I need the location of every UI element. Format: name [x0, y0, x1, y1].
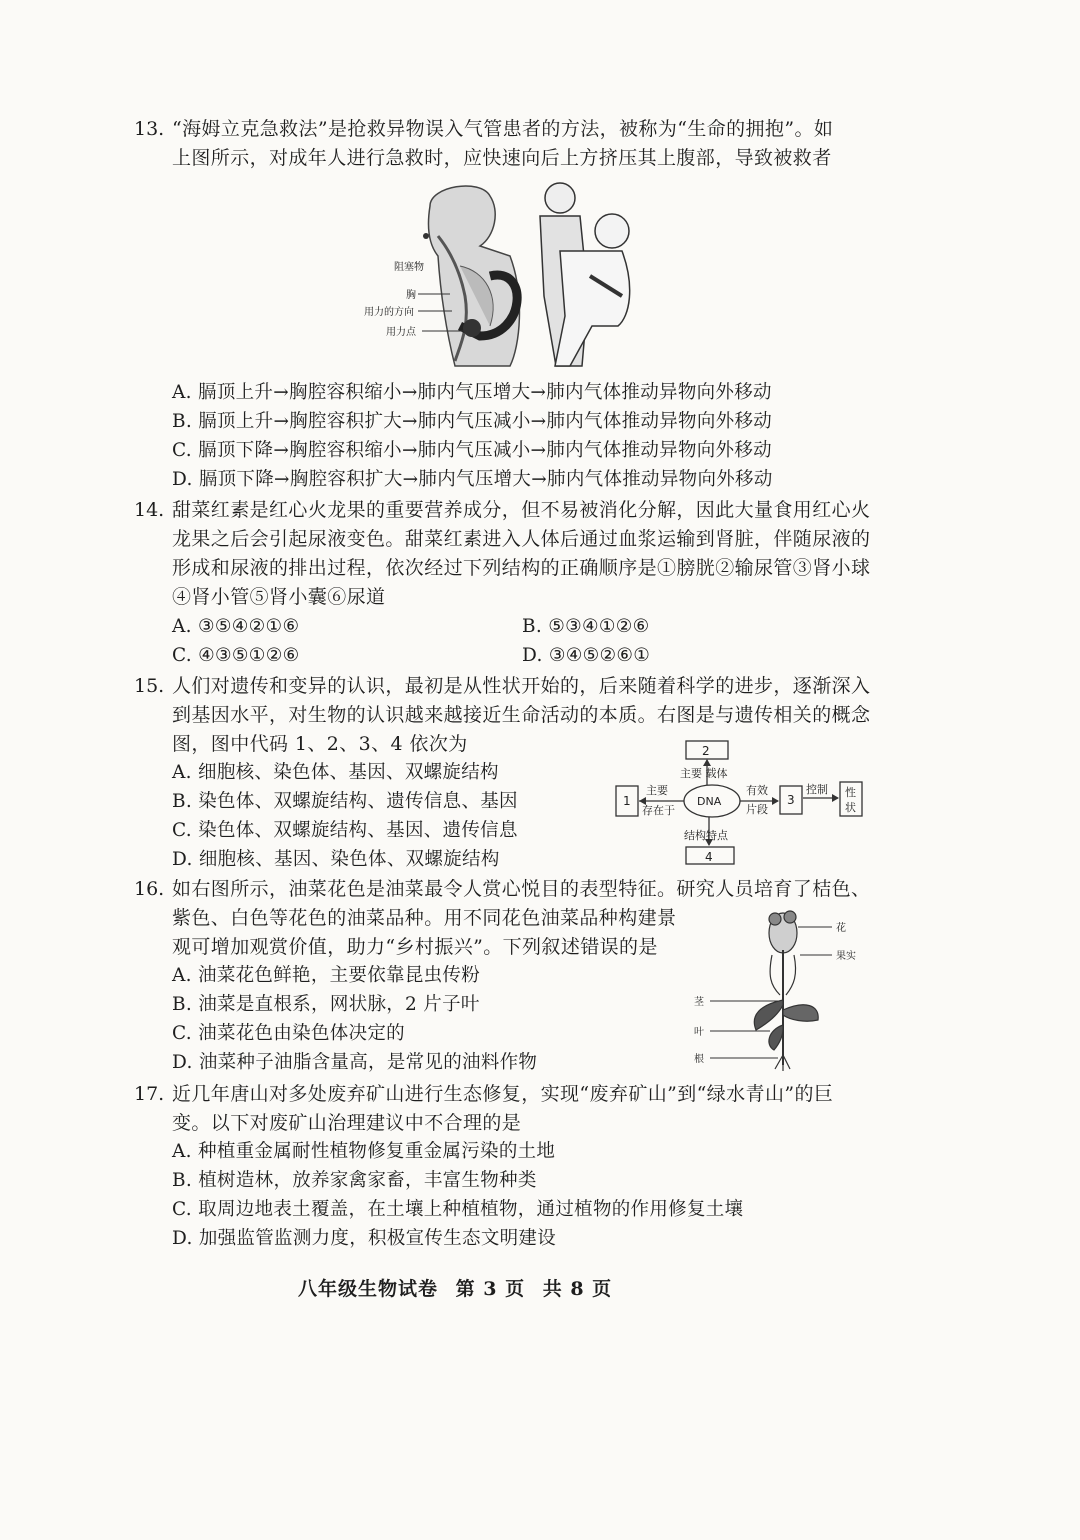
- question-16-text-line-3: 观可增加观赏价值，助力“乡村振兴”。下列叙述错误的是: [172, 936, 658, 958]
- right-arrow-label-top: 有效: [746, 784, 768, 797]
- label-leaf: 叶: [694, 1027, 704, 1038]
- box-4-label: 4: [705, 850, 713, 864]
- right-arrow-label-bottom: 片段: [746, 803, 768, 816]
- top-arrow-label: 主要 载体: [680, 767, 728, 780]
- q13-option-a: A. 膈顶上升→胸腔容积缩小→肺内气压增大→肺内气体推动异物向外移动: [172, 382, 772, 403]
- box-2-label: 2: [702, 744, 710, 758]
- q16-option-c: C. 油菜花色由染色体决定的: [172, 1023, 405, 1044]
- label-fruit: 果实: [836, 951, 856, 962]
- rapeseed-plant-figure: [690, 905, 870, 1073]
- q15-option-b: B. 染色体、双螺旋结构、遗传信息、基因: [172, 791, 518, 812]
- genetics-concept-map: [612, 738, 872, 868]
- q16-option-b: B. 油菜是直根系，网状脉，2 片子叶: [172, 994, 480, 1015]
- exam-title: 八年级生物试卷: [298, 1278, 439, 1300]
- page-footer: [298, 1274, 622, 1301]
- box-3-label: 3: [787, 793, 795, 807]
- question-16-number: 16.: [134, 878, 165, 900]
- q15-option-c: C. 染色体、双螺旋结构、基因、遗传信息: [172, 820, 518, 841]
- q13-option-c: C. 膈顶下降→胸腔容积缩小→肺内气压减小→肺内气体推动异物向外移动: [172, 440, 772, 461]
- question-14-text-line-1: 甜菜红素是红心火龙果的重要营养成分，但不易被消化分解，因此大量食用红心火: [172, 499, 871, 521]
- q14-option-d: D. ③④⑤②⑥①: [522, 645, 651, 666]
- q17-option-a: A. 种植重金属耐性植物修复重金属污染的土地: [172, 1141, 556, 1162]
- question-13-text-line-1: “海姆立克急救法”是抢救异物误入气管患者的方法，被称为“生命的拥抱”。如: [172, 118, 834, 140]
- q16-option-a: A. 油菜花色鲜艳，主要依靠昆虫传粉: [172, 965, 481, 986]
- q15-option-d: D. 细胞核、基因、染色体、双螺旋结构: [172, 849, 500, 870]
- question-16-text-line-2: 紫色、白色等花色的油菜品种。用不同花色油菜品种构建景: [172, 907, 677, 929]
- label-force-direction: 用力的方向: [364, 307, 414, 318]
- question-14-text-line-3: 形成和尿液的排出过程，依次经过下列结构的正确顺序是①膀胱②输尿管③肾小球: [172, 557, 871, 579]
- trait-label-bottom: 状: [845, 801, 856, 814]
- q14-option-b: B. ⑤③④①②⑥: [522, 616, 650, 637]
- question-13-text-line-2: 上图所示，对成年人进行急救时，应快速向后上方挤压其上腹部，导致被救者: [172, 147, 832, 169]
- q15-option-a: A. 细胞核、染色体、基因、双螺旋结构: [172, 762, 499, 783]
- q13-option-d: D. 膈顶下降→胸腔容积扩大→肺内气压增大→肺内气体推动异物向外移动: [172, 469, 773, 490]
- q14-option-c: C. ④③⑤①②⑥: [172, 645, 300, 666]
- label-chest: 胸: [406, 290, 416, 301]
- total-pages: 共 8 页: [542, 1278, 613, 1300]
- control-arrow-label: 控制: [806, 783, 828, 796]
- heimlich-figure: [360, 176, 650, 372]
- trait-label-top: 性: [845, 786, 856, 799]
- label-stem: 茎: [694, 997, 704, 1008]
- left-arrow-label-top: 主要: [646, 784, 668, 797]
- bottom-arrow-label: 结构特点: [684, 829, 728, 842]
- label-obstruction: 阻塞物: [394, 262, 424, 273]
- question-15-text-line-2: 到基因水平，对生物的认识越来越接近生命活动的本质。右图是与遗传相关的概念: [172, 704, 871, 726]
- q14-option-a: A. ③⑤④②①⑥: [172, 616, 300, 637]
- question-15-text-line-3: 图，图中代码 1、2、3、4 依次为: [172, 733, 468, 755]
- question-15-text-line-1: 人们对遗传和变异的认识，最初是从性状开始的，后来随着科学的进步，逐渐深入: [172, 675, 871, 697]
- left-arrow-label-bottom: 存在于: [642, 804, 675, 817]
- q13-option-b: B. 膈顶上升→胸腔容积扩大→肺内气压减小→肺内气体推动异物向外移动: [172, 411, 773, 432]
- question-17-text-line-1: 近几年唐山对多处废弃矿山进行生态修复，实现“废弃矿山”到“绿水青山”的巨: [172, 1083, 834, 1105]
- question-17-text-line-2: 变。以下对废矿山治理建议中不合理的是: [172, 1112, 522, 1134]
- q16-option-d: D. 油菜种子油脂含量高，是常见的油料作物: [172, 1052, 538, 1073]
- page-number: 第 3 页: [455, 1278, 526, 1300]
- label-force-point: 用力点: [386, 327, 416, 338]
- q17-option-c: C. 取周边地表土覆盖，在土壤上种植植物，通过植物的作用修复土壤: [172, 1199, 744, 1220]
- question-16-text-line-1: 如右图所示，油菜花色是油菜最令人赏心悦目的表型特征。研究人员培育了桔色、: [172, 878, 871, 900]
- dna-label: DNA: [697, 795, 722, 808]
- question-13-number: 13.: [134, 118, 165, 140]
- q17-option-d: D. 加强监管监测力度，积极宣传生态文明建设: [172, 1228, 557, 1249]
- label-flower: 花: [836, 923, 846, 934]
- box-1-label: 1: [623, 794, 631, 808]
- question-14-text-line-4: ④肾小管⑤肾小囊⑥尿道: [172, 586, 386, 608]
- q17-option-b: B. 植树造林，放养家禽家畜，丰富生物种类: [172, 1170, 537, 1191]
- question-14-text-line-2: 龙果之后会引起尿液变色。甜菜红素进入人体后通过血浆运输到肾脏，伴随尿液的: [172, 528, 871, 550]
- question-15-number: 15.: [134, 675, 165, 697]
- question-17-number: 17.: [134, 1083, 165, 1105]
- question-14-number: 14.: [134, 499, 165, 521]
- label-root: 根: [694, 1054, 704, 1065]
